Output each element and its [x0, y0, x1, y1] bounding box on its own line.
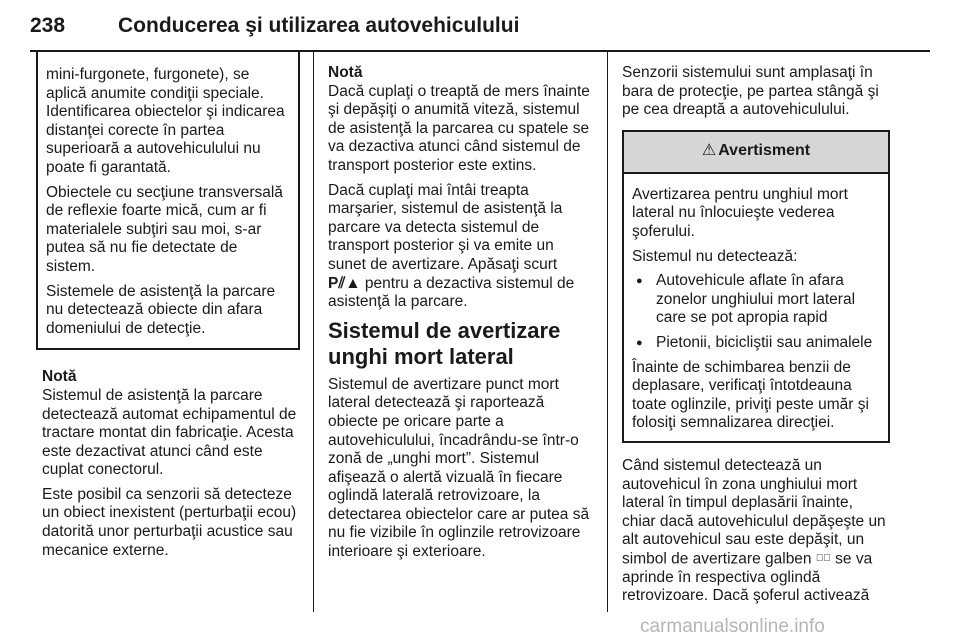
- column-right: [622, 64, 890, 612]
- warning-list: [632, 272, 880, 352]
- note-title: Notă: [328, 64, 363, 81]
- watermark: carmanualsonline.info: [640, 616, 825, 637]
- section-heading: Sistemul de avertizare unghi mort lateral: [328, 317, 561, 369]
- page-title: Conducerea şi utilizarea autovehiculului: [118, 14, 520, 37]
- box-paragraph: mini-furgonete, furgonete), se aplică anumite condiţii speciale. Identificarea obiectelor şi indicarea distanţei corecte în partea superioară a autovehiculului nu poate fi garantată.: [46, 66, 285, 176]
- column-divider-2: [607, 52, 608, 612]
- note-text: Dacă cuplaţi mai întâi treapta marşarier, sistemul de asistenţă la parcare va detecta sistemul de transport posterior şi va emite un sunet de avertizare. Apăsaţi scurt: [328, 181, 563, 273]
- column-divider-1: [313, 52, 314, 612]
- note-paragraph: Sistemul de asistenţă la parcare detectează automat echipamentul de tractare montat din fabricaţie. Acesta este dezactivat atunci când este cuplat conectorul.: [42, 386, 297, 479]
- column-left: [36, 52, 300, 566]
- list-item: ● Pietonii, bicicliştii sau animalele: [632, 334, 880, 353]
- warning-header: [624, 132, 888, 174]
- warning-paragraph: Înainte de schimbarea benzii de deplasare, verificaţi întotdeauna toate oglinzile, priviţi peste umăr şi folosiţi semnalizarea direcţiei.: [632, 358, 869, 432]
- note-paragraph: [328, 182, 594, 312]
- body-paragraph: [622, 457, 890, 606]
- note-block: [36, 368, 300, 560]
- note-title: Notă: [42, 368, 77, 386]
- box-paragraph: Sistemele de asistenţă la parcare nu detectează obiecte din afara domeniului de detecţie.: [46, 282, 276, 337]
- park-assist-button-icon: P⫽▲: [328, 274, 361, 292]
- notice-box: [36, 52, 300, 350]
- column-middle: [328, 64, 594, 568]
- note-paragraph: Dacă cuplaţi o treaptă de mers înainte şi depăşiţi o anumită viteză, sistemul de asistenţă la parcarea cu spatele se va dezactiva atunci când sistemul de transport posterior este extins.: [328, 82, 590, 174]
- warning-paragraph: Sistemul nu detectează:: [632, 247, 798, 265]
- warning-title: Avertisment: [718, 142, 811, 160]
- intro-paragraph: Senzorii sistemului sunt amplasaţi în bara de protecţie, pe partea stângă şi pe cea dreaptă a autovehiculului.: [622, 64, 879, 119]
- warning-box: [622, 130, 890, 443]
- warning-paragraph: Avertizarea pentru unghiul mort lateral nu înlocuieşte vederea şoferului.: [632, 185, 848, 240]
- note-paragraph: Este posibil ca senzorii să detecteze un obiect inexistent (perturbaţii ecou) datorită unor perturbaţii acustice sau mecanice externe.: [42, 485, 297, 559]
- page-header: [0, 0, 960, 52]
- warning-body: [624, 174, 888, 441]
- warning-triangle-icon: ⚠: [701, 142, 717, 160]
- body-text: se va aprinde în respectiva oglindă retrovizoare. Dacă şoferul activează: [622, 550, 873, 605]
- note-text: pentru a dezactiva sistemul de asistenţă la parcare.: [328, 274, 575, 311]
- list-item: ● Autovehicule aflate în afara zonelor unghiului mort lateral care se pot apropia rapid: [632, 272, 880, 328]
- box-paragraph: Obiectele cu secţiune transversală de reflexie foarte mică, cum ar fi materialele subţiri sau moi, s-ar putea să nu fie detectate de sistem.: [46, 183, 283, 275]
- section-paragraph: Sistemul de avertizare punct mort lateral detectează şi raportează obiecte pe oricare parte a autovehiculului, încadrându-se într-o zonă de „unghi mort”. Sistemul afişează o alertă vizuală în fiecare oglindă laterală retrovizoare, la detectarea obiectelor care ar putea să nu fie vizibile în oglinzile retrovizoare interioare şi exterioare.: [328, 375, 590, 561]
- blind-spot-warning-icon: ⊿⃞: [815, 552, 831, 564]
- body-text: Când sistemul detectează un autovehicul în zona unghiului mort lateral în timpul deplasării înainte, chiar dacă autovehiculul depăşeşte un alt autovehicul sau este depăşit, un simbol de avertizare galben: [622, 456, 886, 568]
- page-number: 238: [30, 14, 66, 37]
